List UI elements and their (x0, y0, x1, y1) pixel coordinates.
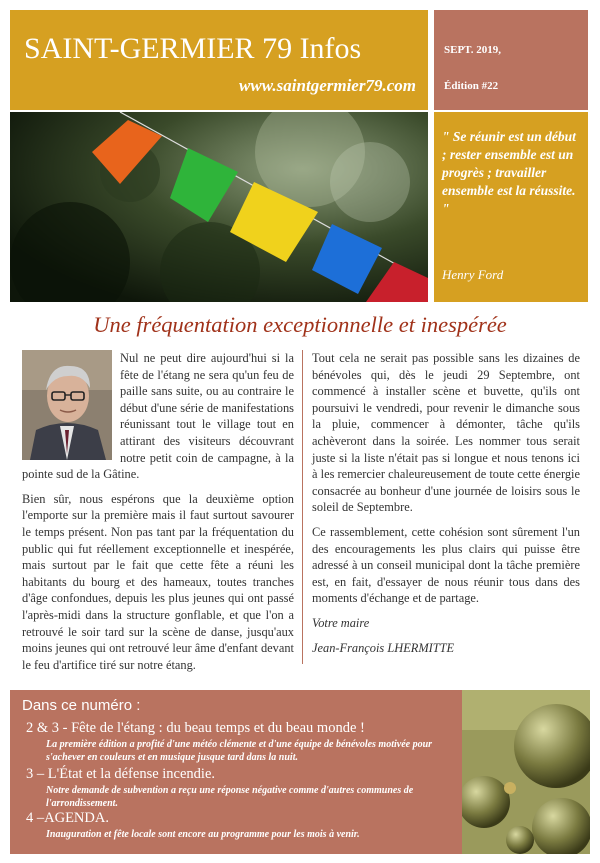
quote-author: Henry Ford (442, 267, 504, 282)
issue-date: SEPT. 2019, (444, 44, 501, 56)
petanque-photo (462, 690, 590, 854)
mayor-portrait (22, 350, 112, 460)
quote-box (434, 112, 588, 302)
bunting-illustration (10, 112, 428, 302)
website-url[interactable]: www.saintgermier79.com (239, 76, 416, 95)
toc-item-title[interactable]: 4 –AGENDA. (26, 810, 109, 826)
bunting-photo (10, 112, 428, 302)
masthead (10, 10, 428, 110)
toc-heading: Dans ce numéro : (22, 697, 141, 714)
col2-paragraph-1: Tout cela ne serait pas possible sans les dizaines de bénévoles qui, dès le jeudi 29 Septembre, ont commencé à installer scène et buvette, qu'ils ont poursuivi le vendredi, pour revenir le dimanche sous la pluie, commencer à démonter, tâche qu'ils achèveront dans la soirée. Les nommer tous serait juste si la liste n'était pas si longue et nous tenons ici à les remercier chaleureusement de toute cette énergie consacrée au bonheur d'une journée de loisirs sous le soleil de Septembre. (312, 351, 580, 515)
article-column-1 (22, 350, 294, 681)
issue-box (434, 10, 588, 110)
toc-item-description: Notre demande de subvention a reçu une réponse négative comme d'autres communes de l'arrondissement. (46, 785, 414, 809)
petanque-illustration (462, 690, 590, 854)
issue-edition: Édition #22 (444, 80, 499, 92)
column-divider (302, 350, 303, 664)
portrait-illustration (22, 350, 112, 460)
article-headline: Une fréquentation exceptionnelle et inespérée (93, 312, 507, 337)
toc-item-title[interactable]: 2 & 3 - Fête de l'étang : du beau temps et du beau monde ! (26, 720, 365, 736)
table-of-contents (10, 690, 462, 854)
article-column-2 (312, 350, 580, 664)
newsletter-title: SAINT-GERMIER 79 Infos (24, 32, 362, 65)
toc-item-title[interactable]: 3 – L'État et la défense incendie. (26, 766, 216, 782)
toc-item-description: Inauguration et fête locale sont encore au programme pour les mois à venir. (46, 829, 360, 840)
col1-paragraph-1: Nul ne peut dire aujourd'hui si la fête de l'étang ne sera qu'un feu de paille sans suite, ou au contraire le début d'une série de manifestations réunissant tout le village tout en attirant des visiteurs découvrant notre petit coin de campagne, à la pointe sud de la Gâtine. (22, 351, 294, 482)
toc-item-description: La première édition a profité d'une météo clémente et d'une équipe de bénévoles motivée pour s'achever en couleurs et en musique jusque tard dans la nuit. (46, 739, 433, 763)
signature-role: Votre maire (312, 615, 370, 630)
col1-paragraph-2: Bien sûr, nous espérons que la deuxième option l'emporte sur la première mais il faut surtout savourer le temps présent. Non pas tant par la fréquentation du public qui fut réellement exceptionnelle et inespérée, mais surtout par le fait que cette fête a réuni les habitants du bourg et des hameaux, toutes tranches d'âge confondues, depuis les plus jeunes qui ont passé l'après-midi dans la structure gonflable, et que l'on a retrouvé le soir tard sur la scène de danse, jusqu'aux moins jeunes qui ont retrouvé leur âme d'enfant devant le feu d'artifice tiré sur notre étang. (22, 491, 294, 672)
quote-text: " Se réunir est un début ; rester ensemble est un progrès ; travailler ensemble est la réussite. " (442, 129, 576, 216)
col2-paragraph-2: Ce rassemblement, cette cohésion sont sûrement l'un des encouragements les plus clairs qui puisse être adressé à un conseil municipal dont la tâche première est, en fait, d'essayer de nous réunir tous dans des moments d'échange et de partage. (312, 524, 580, 606)
signature-name: Jean-François LHERMITTE (312, 640, 455, 655)
